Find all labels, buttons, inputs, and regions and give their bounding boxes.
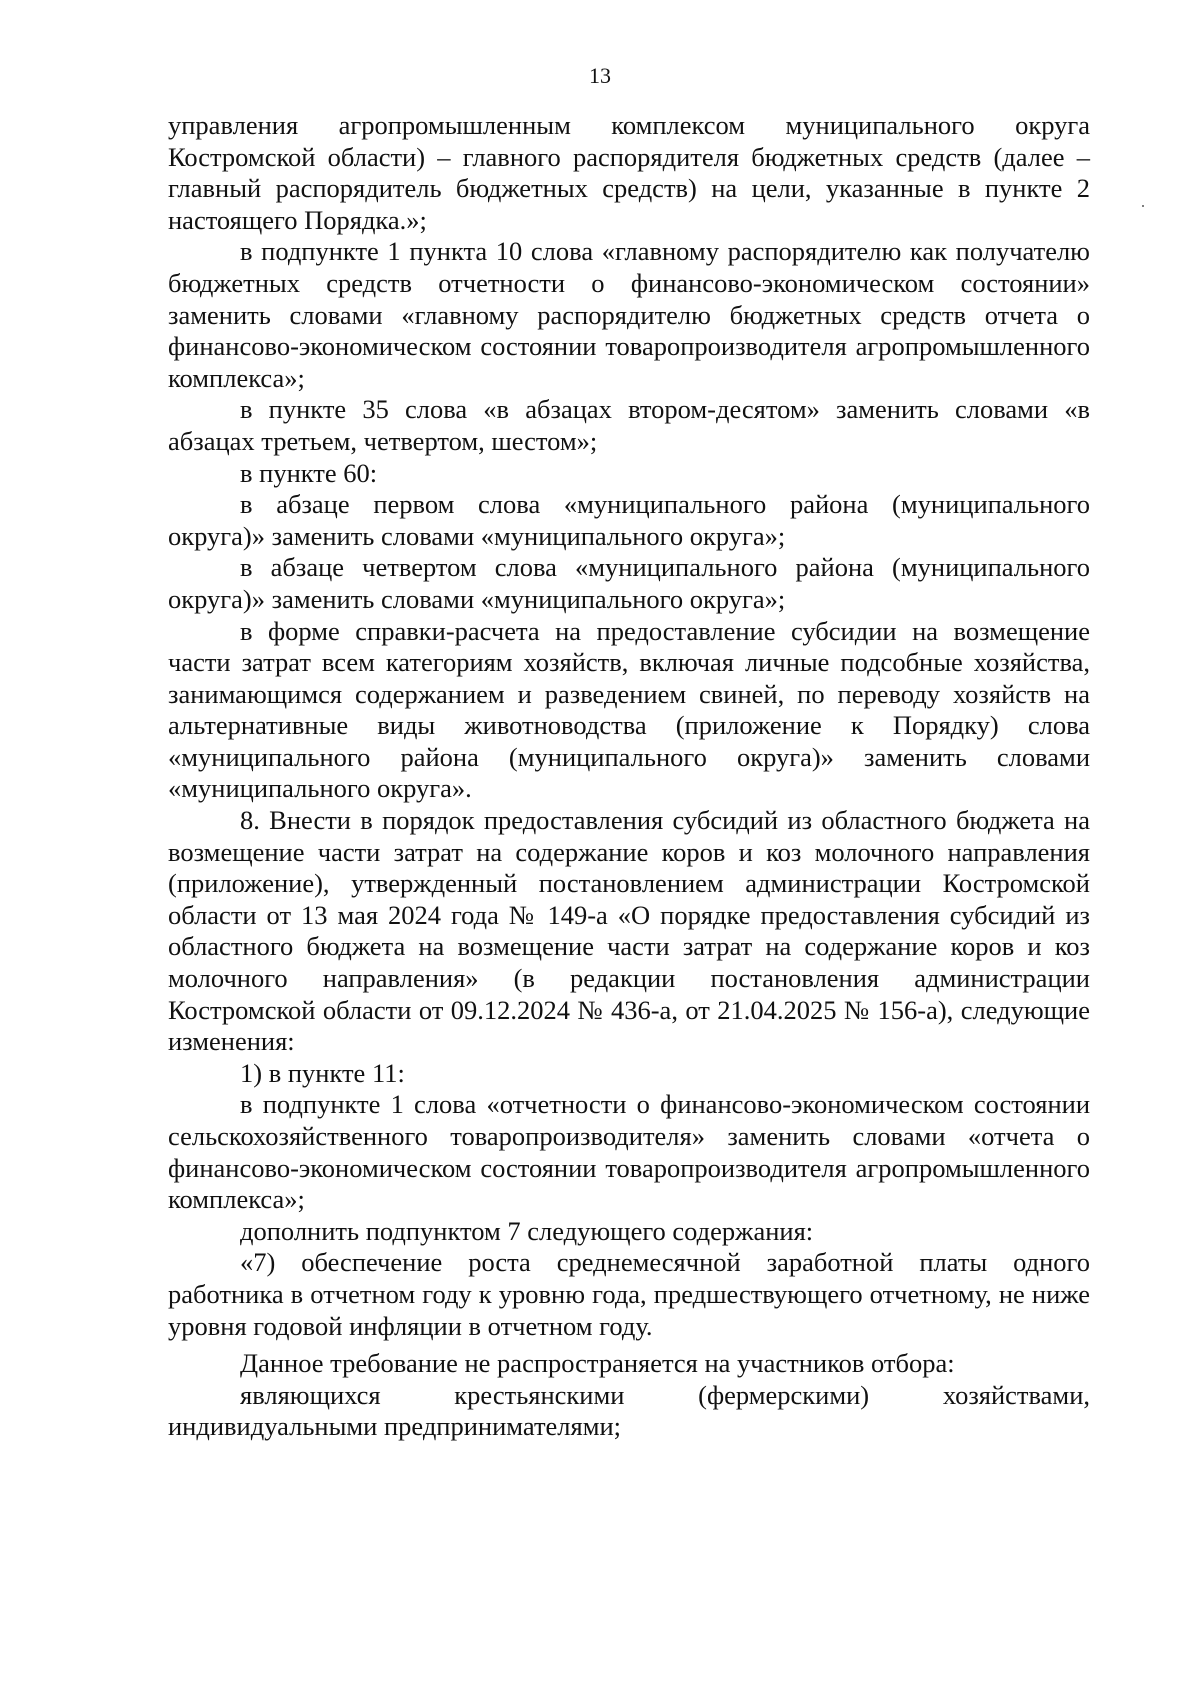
paragraph-continuation: управления агропромышленным комплексом муниципального округа Костромской области) – главного распорядителя бюджетных средств (далее – главный распорядитель бюджетных средств) на цели, указанные в пункте 2 настоящего Порядка.»; — [168, 110, 1090, 235]
paragraph-subpoint-1: в подпункте 1 слова «отчетности о финансово-экономическом состоянии сельскохозяйственного товаропроизводителя» заменить словами «отчета о финансово-экономическом состоянии товаропроизводителя агропромышленного комплекса»; — [168, 1089, 1090, 1215]
scan-speck — [1142, 205, 1144, 207]
paragraph-point-60-heading: в пункте 60: — [240, 457, 378, 488]
paragraph-point-35: в пункте 35 слова «в абзацах втором-десятом» заменить словами «в абзацах третьем, четвертом, шестом»; — [168, 394, 1090, 456]
paragraph-requirement-exception: Данное требование не распространяется на участников отбора: — [240, 1348, 955, 1379]
paragraph-fourth-abzats: в абзаце четвертом слова «муниципального района (муниципального округа)» заменить словами «муниципального округа»; — [168, 552, 1090, 614]
page-number: 13 — [589, 63, 611, 88]
paragraph-subpoint-7-text: «7) обеспечение роста среднемесячной заработной платы одного работника в отчетном году к уровню года, предшествующего отчетному, не ниже уровня годовой инфляции в отчетном году. — [168, 1247, 1090, 1341]
paragraph-first-abzats: в абзаце первом слова «муниципального района (муниципального округа)» заменить словами «муниципального округа»; — [168, 489, 1090, 551]
paragraph-add-subpoint-7: дополнить подпунктом 7 следующего содержания: — [240, 1215, 814, 1246]
paragraph-section-8: 8. Внести в порядок предоставления субсидий из областного бюджета на возмещение части затрат на содержание коров и коз молочного направления (приложение), утвержденный постановлением администрации Костромской области от 13 мая 2024 года № 149-а «О порядке предоставления субсидий из областного бюджета на возмещение части затрат на содержание коров и коз молочного направления» (в редакции постановления администрации Костромской области от 09.12.2024 № 436-а, от 21.04.2025 № 156-а), следующие изменения: — [168, 805, 1090, 1057]
document-body — [168, 110, 1090, 1443]
paragraph-form-reference: в форме справки-расчета на предоставление субсидии на возмещение части затрат всем категориям хозяйств, включая личные подсобные хозяйства, занимающимся содержанием и разведением свиней, по переводу хозяйств на альтернативные виды животноводства (приложение к Порядку) слова «муниципального района (муниципального округа)» заменить словами «муниципального округа». — [168, 615, 1090, 804]
paragraph-subpoint-10: в подпункте 1 пункта 10 слова «главному распорядителю как получателю бюджетных средств отчетности о финансово-экономическом состоянии» заменить словами «главному распорядителю бюджетных средств отчета о финансово-экономическом состоянии товаропроизводителя агропромышленного комплекса»; — [168, 236, 1090, 393]
paragraph-point-11-heading: 1) в пункте 11: — [240, 1057, 405, 1088]
paragraph-farm-participants: являющихся крестьянскими (фермерскими) хозяйствами, индивидуальными предпринимателями; — [168, 1379, 1090, 1442]
